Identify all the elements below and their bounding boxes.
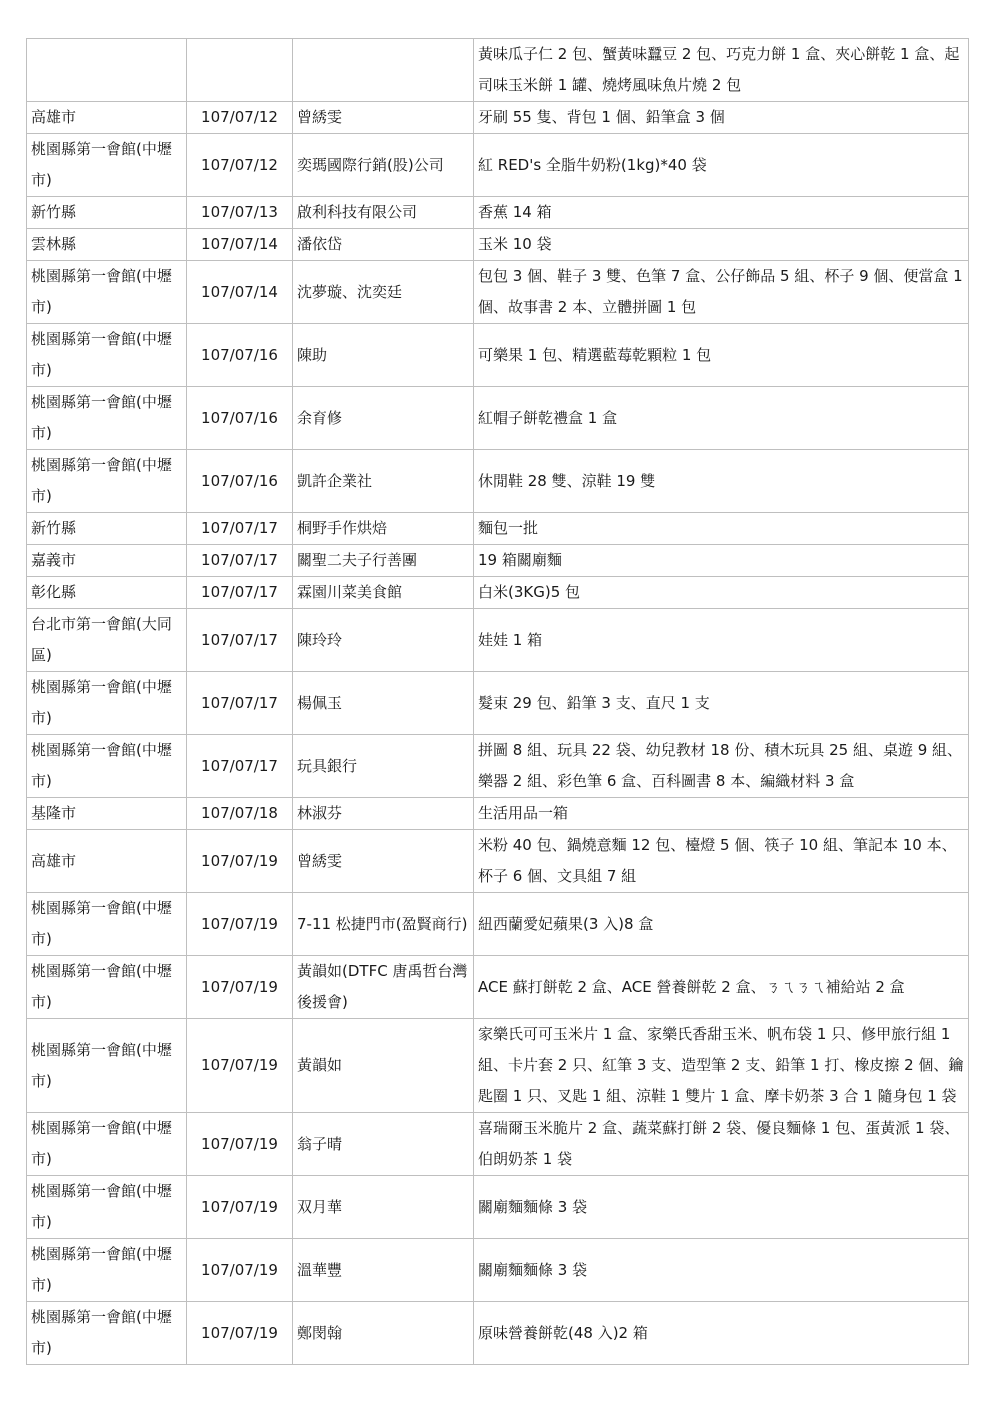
table-row [27, 893, 969, 956]
region-cell: 桃園縣第一會館(中壢市) [27, 956, 187, 1019]
items-cell: 原味營養餅乾(48 入)2 箱 [474, 1302, 969, 1365]
donor-cell: 啟利科技有限公司 [293, 197, 474, 229]
region-cell: 桃園縣第一會館(中壢市) [27, 893, 187, 956]
region-cell: 嘉義市 [27, 545, 187, 577]
items-cell: 可樂果 1 包、精選藍莓乾顆粒 1 包 [474, 324, 969, 387]
donor-cell: 陳玲玲 [293, 609, 474, 672]
table-row [27, 39, 969, 102]
items-cell: 關廟麵麵條 3 袋 [474, 1176, 969, 1239]
region-cell: 彰化縣 [27, 577, 187, 609]
region-cell [27, 39, 187, 102]
items-cell: 玉米 10 袋 [474, 229, 969, 261]
date-cell: 107/07/17 [187, 513, 293, 545]
donor-cell [293, 39, 474, 102]
donor-cell: 双月華 [293, 1176, 474, 1239]
table-row [27, 387, 969, 450]
table-row [27, 830, 969, 893]
table-row [27, 735, 969, 798]
date-cell: 107/07/19 [187, 1113, 293, 1176]
items-cell: 娃娃 1 箱 [474, 609, 969, 672]
donor-cell: 關聖二夫子行善團 [293, 545, 474, 577]
donor-cell: 霖園川菜美食館 [293, 577, 474, 609]
table-row [27, 577, 969, 609]
donor-cell: 林淑芬 [293, 798, 474, 830]
region-cell: 桃園縣第一會館(中壢市) [27, 134, 187, 197]
region-cell: 雲林縣 [27, 229, 187, 261]
date-cell: 107/07/16 [187, 324, 293, 387]
region-cell: 桃園縣第一會館(中壢市) [27, 1019, 187, 1113]
donor-cell: 楊佩玉 [293, 672, 474, 735]
region-cell: 桃園縣第一會館(中壢市) [27, 387, 187, 450]
date-cell: 107/07/18 [187, 798, 293, 830]
donor-cell: 沈夢璇、沈奕廷 [293, 261, 474, 324]
donation-table [26, 38, 969, 1365]
items-cell: 髮束 29 包、鉛筆 3 支、直尺 1 支 [474, 672, 969, 735]
region-cell: 台北市第一會館(大同區) [27, 609, 187, 672]
region-cell: 高雄市 [27, 102, 187, 134]
region-cell: 桃園縣第一會館(中壢市) [27, 672, 187, 735]
table-row [27, 261, 969, 324]
items-cell: 白米(3KG)5 包 [474, 577, 969, 609]
items-cell: 紅 RED's 全脂牛奶粉(1kg)*40 袋 [474, 134, 969, 197]
date-cell: 107/07/19 [187, 1176, 293, 1239]
date-cell: 107/07/14 [187, 229, 293, 261]
donor-cell: 奕瑪國際行銷(股)公司 [293, 134, 474, 197]
date-cell: 107/07/16 [187, 387, 293, 450]
region-cell: 桃園縣第一會館(中壢市) [27, 324, 187, 387]
donor-cell: 7-11 松捷門市(盈賢商行) [293, 893, 474, 956]
date-cell: 107/07/17 [187, 672, 293, 735]
table-row [27, 956, 969, 1019]
items-cell: 關廟麵麵條 3 袋 [474, 1239, 969, 1302]
table-row [27, 450, 969, 513]
items-cell: 牙刷 55 隻、背包 1 個、鉛筆盒 3 個 [474, 102, 969, 134]
table-row [27, 1113, 969, 1176]
table-row [27, 798, 969, 830]
donor-cell: 翁子晴 [293, 1113, 474, 1176]
donor-cell: 玩具銀行 [293, 735, 474, 798]
items-cell: 拼圖 8 組、玩具 22 袋、幼兒教材 18 份、積木玩具 25 組、桌遊 9 組、樂器 2 組、彩色筆 6 盒、百科圖書 8 本、編織材料 3 盒 [474, 735, 969, 798]
region-cell: 桃園縣第一會館(中壢市) [27, 1113, 187, 1176]
region-cell: 桃園縣第一會館(中壢市) [27, 1176, 187, 1239]
items-cell: 包包 3 個、鞋子 3 雙、色筆 7 盒、公仔飾品 5 組、杯子 9 個、便當盒 1 個、故事書 2 本、立體拼圖 1 包 [474, 261, 969, 324]
table-row [27, 513, 969, 545]
date-cell: 107/07/19 [187, 830, 293, 893]
region-cell: 新竹縣 [27, 513, 187, 545]
items-cell: 紅帽子餅乾禮盒 1 盒 [474, 387, 969, 450]
donor-cell: 桐野手作烘焙 [293, 513, 474, 545]
items-cell: 19 箱關廟麵 [474, 545, 969, 577]
items-cell: ACE 蘇打餅乾 2 盒、ACE 營養餅乾 2 盒、ㄋㄟㄋㄟ補給站 2 盒 [474, 956, 969, 1019]
date-cell [187, 39, 293, 102]
table-row [27, 545, 969, 577]
date-cell: 107/07/16 [187, 450, 293, 513]
region-cell: 桃園縣第一會館(中壢市) [27, 735, 187, 798]
table-row [27, 324, 969, 387]
donor-cell: 潘依岱 [293, 229, 474, 261]
table-row [27, 1239, 969, 1302]
date-cell: 107/07/19 [187, 1302, 293, 1365]
date-cell: 107/07/14 [187, 261, 293, 324]
table-row [27, 672, 969, 735]
table-row [27, 609, 969, 672]
date-cell: 107/07/13 [187, 197, 293, 229]
donor-cell: 曾綉雯 [293, 830, 474, 893]
items-cell: 休閒鞋 28 雙、涼鞋 19 雙 [474, 450, 969, 513]
date-cell: 107/07/19 [187, 893, 293, 956]
donation-table-body [27, 39, 969, 1365]
date-cell: 107/07/12 [187, 102, 293, 134]
items-cell: 米粉 40 包、鍋燒意麵 12 包、檯燈 5 個、筷子 10 組、筆記本 10 本、杯子 6 個、文具組 7 組 [474, 830, 969, 893]
donor-cell: 黃韻如 [293, 1019, 474, 1113]
date-cell: 107/07/19 [187, 1239, 293, 1302]
date-cell: 107/07/17 [187, 735, 293, 798]
region-cell: 新竹縣 [27, 197, 187, 229]
date-cell: 107/07/17 [187, 609, 293, 672]
items-cell: 紐西蘭愛妃蘋果(3 入)8 盒 [474, 893, 969, 956]
items-cell: 麵包一批 [474, 513, 969, 545]
table-row [27, 197, 969, 229]
items-cell: 黃味瓜子仁 2 包、蟹黃味蠶豆 2 包、巧克力餅 1 盒、夾心餅乾 1 盒、起司味玉米餅 1 罐、燒烤風味魚片燒 2 包 [474, 39, 969, 102]
donor-cell: 鄭閔翰 [293, 1302, 474, 1365]
donor-cell: 凱許企業社 [293, 450, 474, 513]
donor-cell: 溫華豐 [293, 1239, 474, 1302]
date-cell: 107/07/19 [187, 1019, 293, 1113]
date-cell: 107/07/19 [187, 956, 293, 1019]
items-cell: 喜瑞爾玉米脆片 2 盒、蔬菜蘇打餅 2 袋、優良麵條 1 包、蛋黃派 1 袋、伯朗奶茶 1 袋 [474, 1113, 969, 1176]
table-row [27, 1302, 969, 1365]
donor-cell: 余育修 [293, 387, 474, 450]
table-row [27, 1019, 969, 1113]
region-cell: 桃園縣第一會館(中壢市) [27, 1302, 187, 1365]
donor-cell: 黃韻如(DTFC 唐禹哲台灣後援會) [293, 956, 474, 1019]
donor-cell: 曾綉雯 [293, 102, 474, 134]
date-cell: 107/07/17 [187, 545, 293, 577]
items-cell: 香蕉 14 箱 [474, 197, 969, 229]
table-row [27, 102, 969, 134]
table-row [27, 134, 969, 197]
region-cell: 基隆市 [27, 798, 187, 830]
items-cell: 生活用品一箱 [474, 798, 969, 830]
donor-cell: 陳助 [293, 324, 474, 387]
table-row [27, 1176, 969, 1239]
items-cell: 家樂氏可可玉米片 1 盒、家樂氏香甜玉米、帆布袋 1 只、修甲旅行組 1 組、卡片套 2 只、紅筆 3 支、造型筆 2 支、鉛筆 1 打、橡皮擦 2 個、鑰匙圈 1 只、叉匙 1 組、涼鞋 1 雙片 1 盒、摩卡奶茶 3 合 1 隨身包 1 袋 [474, 1019, 969, 1113]
date-cell: 107/07/17 [187, 577, 293, 609]
region-cell: 桃園縣第一會館(中壢市) [27, 450, 187, 513]
date-cell: 107/07/12 [187, 134, 293, 197]
region-cell: 桃園縣第一會館(中壢市) [27, 261, 187, 324]
table-row [27, 229, 969, 261]
region-cell: 高雄市 [27, 830, 187, 893]
region-cell: 桃園縣第一會館(中壢市) [27, 1239, 187, 1302]
